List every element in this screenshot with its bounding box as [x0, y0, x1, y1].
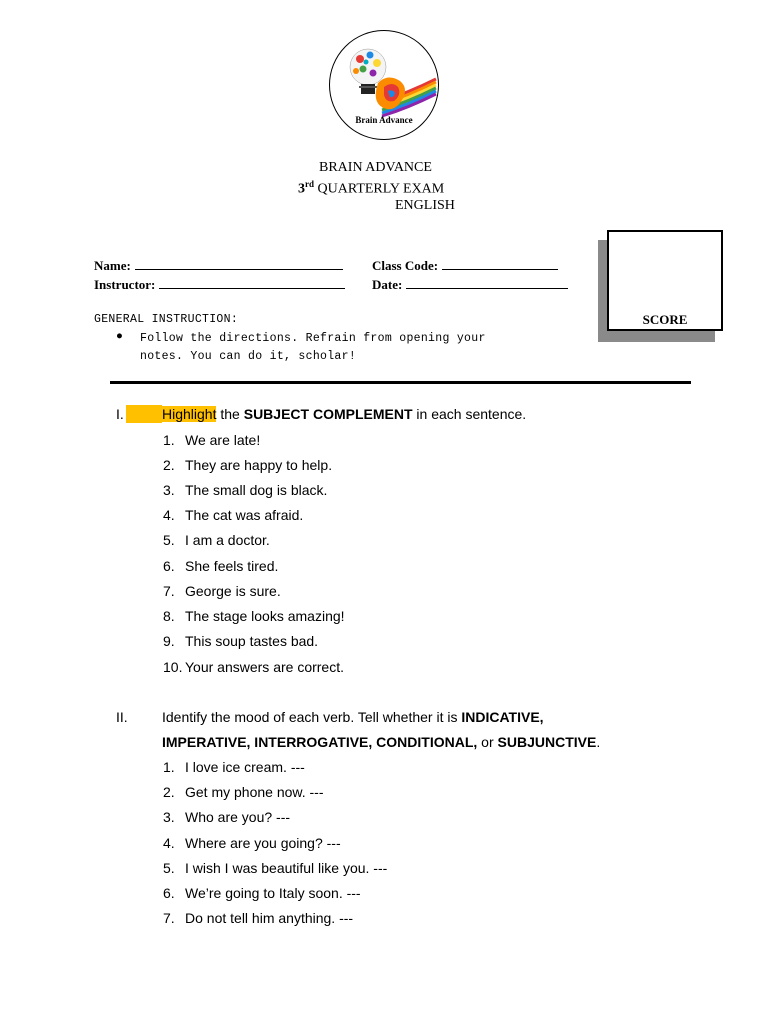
date-label: Date:: [372, 277, 403, 292]
highlight-mark: [126, 405, 162, 423]
date-field[interactable]: [372, 276, 568, 293]
section-1-numeral: I.: [116, 406, 124, 422]
list-item: 3. Who are you? ---: [163, 809, 291, 825]
score-box[interactable]: [607, 230, 723, 331]
name-label: Name:: [94, 258, 131, 273]
list-item: 4. Where are you going? ---: [163, 835, 341, 851]
exam-title-text: QUARTERLY EXAM: [317, 181, 445, 197]
subject-title: ENGLISH: [395, 198, 455, 213]
highlight-word: Highlight: [162, 406, 217, 422]
instruction-line-1: Follow the directions. Refrain from opening your: [140, 332, 486, 345]
section-1-text-b: in each sentence.: [412, 406, 527, 422]
section-2-directions-line-1: [162, 709, 544, 725]
brain-advance-logo: [329, 30, 439, 140]
class-code-line[interactable]: [442, 257, 558, 270]
list-item: 1. We are late!: [163, 432, 261, 448]
section-1-bold: SUBJECT COMPLEMENT: [243, 406, 413, 422]
instructor-line[interactable]: [159, 276, 345, 289]
list-item: 2. They are happy to help.: [163, 457, 333, 473]
list-item: 1. I love ice cream. ---: [163, 759, 305, 775]
section-2-numeral: II.: [116, 709, 128, 725]
section-2-bold-a: INDICATIVE,: [461, 709, 544, 725]
section-2-bold-b: IMPERATIVE, INTERROGATIVE, CONDITIONAL,: [162, 734, 478, 750]
class-code-label: Class Code:: [372, 258, 439, 273]
date-line[interactable]: [406, 276, 568, 289]
section-1-text-a: the: [216, 406, 244, 422]
general-instruction-text: [140, 330, 486, 366]
list-item: 5. I wish I was beautiful like you. ---: [163, 860, 388, 876]
score-label: SCORE: [642, 312, 688, 327]
section-1-directions: [162, 406, 526, 422]
divider-rule: [110, 381, 691, 384]
section-2-or: or: [477, 734, 498, 750]
instruction-line-2: notes. You can do it, scholar!: [140, 350, 357, 363]
list-item: 7. George is sure.: [163, 583, 281, 599]
general-instruction-heading: GENERAL INSTRUCTION:: [94, 313, 239, 326]
list-item: 6. She feels tired.: [163, 558, 279, 574]
section-2-bold-c: SUBJUNCTIVE: [497, 734, 597, 750]
list-item: 2. Get my phone now. ---: [163, 784, 324, 800]
name-line[interactable]: [135, 257, 343, 270]
section-2-period: .: [596, 734, 601, 750]
exam-ordinal: 3: [298, 181, 305, 197]
list-item: 7. Do not tell him anything. ---: [163, 910, 354, 926]
instructor-field[interactable]: [94, 276, 345, 293]
school-name: BRAIN ADVANCE: [319, 160, 432, 175]
list-item: 6. We’re going to Italy soon. ---: [163, 885, 361, 901]
bullet-icon: ●: [116, 330, 123, 343]
logo-text: Brain Advance: [355, 115, 413, 125]
instructor-label: Instructor:: [94, 277, 156, 292]
list-item: 8. The stage looks amazing!: [163, 608, 345, 624]
exam-ordinal-suffix: rd: [305, 179, 314, 189]
class-code-field[interactable]: [372, 257, 558, 274]
list-item: 10. Your answers are correct.: [163, 659, 344, 675]
list-item: 9. This soup tastes bad.: [163, 633, 319, 649]
exam-title: [298, 179, 444, 198]
section-2-text-a: Identify the mood of each verb. Tell whether it is: [162, 709, 462, 725]
list-item: 4. The cat was afraid.: [163, 507, 304, 523]
list-item: 5. I am a doctor.: [163, 532, 270, 548]
name-field[interactable]: [94, 257, 343, 274]
section-2-directions-line-2: [162, 734, 600, 750]
list-item: 3. The small dog is black.: [163, 482, 328, 498]
